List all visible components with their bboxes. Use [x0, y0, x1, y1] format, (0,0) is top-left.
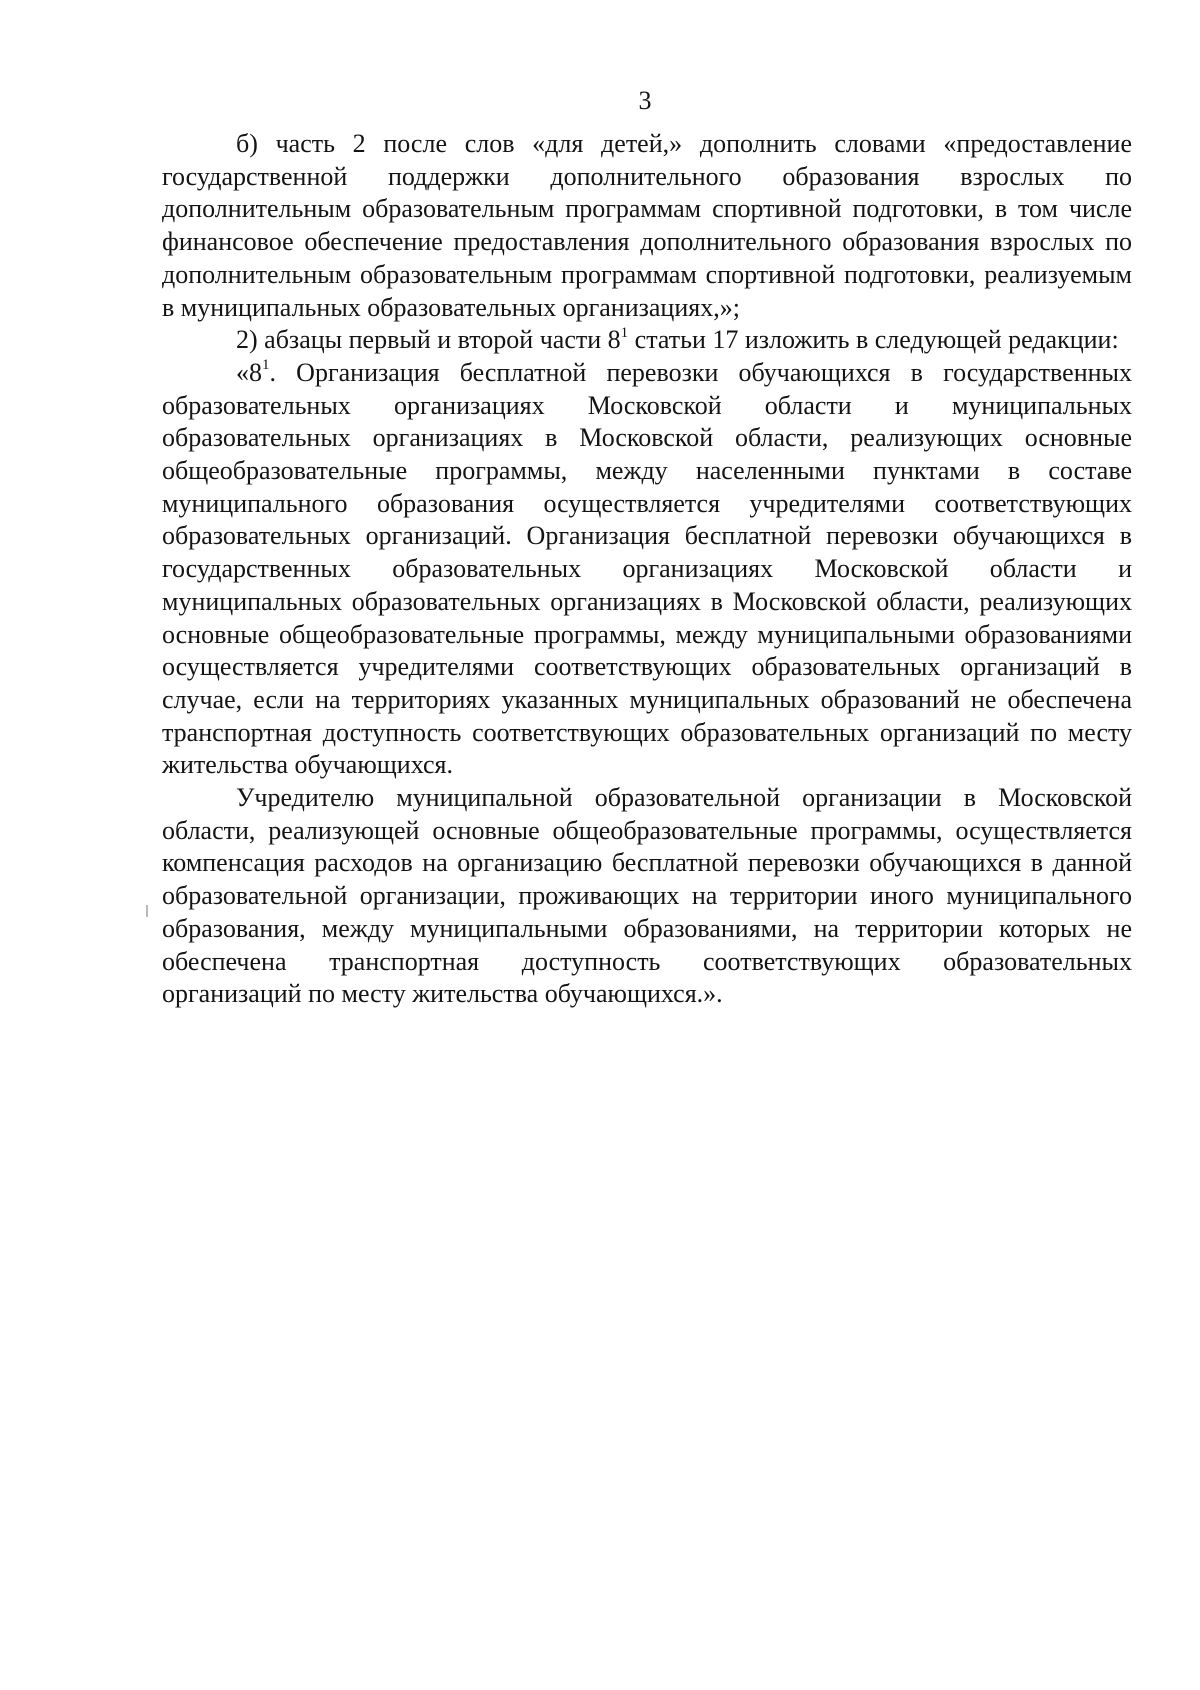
paragraph-compensation: Учредителю муниципальной образовательной организации в Московской области, реализующей основные общеобразовательные программы, осуществляется компенсация расходов на организацию бесплатной перевозки обучающихся в данной образовательной организации, проживающих на территории иного муниципального образования, между муниципальными образованиями, на территории которых не обеспечена транспортная доступность соответствующих образовательных организаций по месту жительства обучающихся.».	[162, 783, 1132, 1009]
paragraph-amendment-2	[162, 324, 1132, 357]
document-body	[162, 128, 1132, 1011]
paragraph-new-text-part-8-1	[162, 357, 1132, 782]
paragraph-amendment-b: б) часть 2 после слов «для детей,» дополнить словами «предоставление государственной поддержки дополнительного образования взрослых по дополнительным образовательным программам спортивной подготовки, в том числе финансовое обеспечение предоставления дополнительного образования взрослых по дополнительным образовательным программам спортивной подготовки, реализуемым в муниципальных образовательных организациях,»;	[162, 129, 1132, 322]
paragraph-text-end: . Организация бесплатной перевозки обучающихся в государственных образовательных организациях Московской области и муниципальных образовательных организациях в Московской области, реализующих основные общеобразовательные программы, между населенными пунктами в составе муниципального образования осуществляется учредителями соответствующих образовательных организаций. Организация бесплатной перевозки обучающихся в государственных образовательных организациях Московской области и муниципальных образовательных организациях в Московской области, реализующих основные общеобразовательные программы, между муниципальными образованиями осуществляется учредителями соответствующих образовательных организаций в случае, если на территориях указанных муниципальных образований не обеспечена транспортная доступность соответствующих образовательных организаций по месту жительства обучающихся.	[162, 357, 1132, 780]
paragraph-text-start: 2) абзацы первый и второй части 8	[236, 325, 621, 355]
superscript-index: 1	[620, 324, 629, 341]
paragraph-text-start: «8	[236, 357, 262, 387]
paragraph-text-end: статьи 17 изложить в следующей редакции:	[628, 325, 1119, 355]
scan-artifact-mark	[146, 905, 148, 917]
superscript-index: 1	[262, 357, 270, 374]
page-number: 3	[638, 86, 652, 115]
